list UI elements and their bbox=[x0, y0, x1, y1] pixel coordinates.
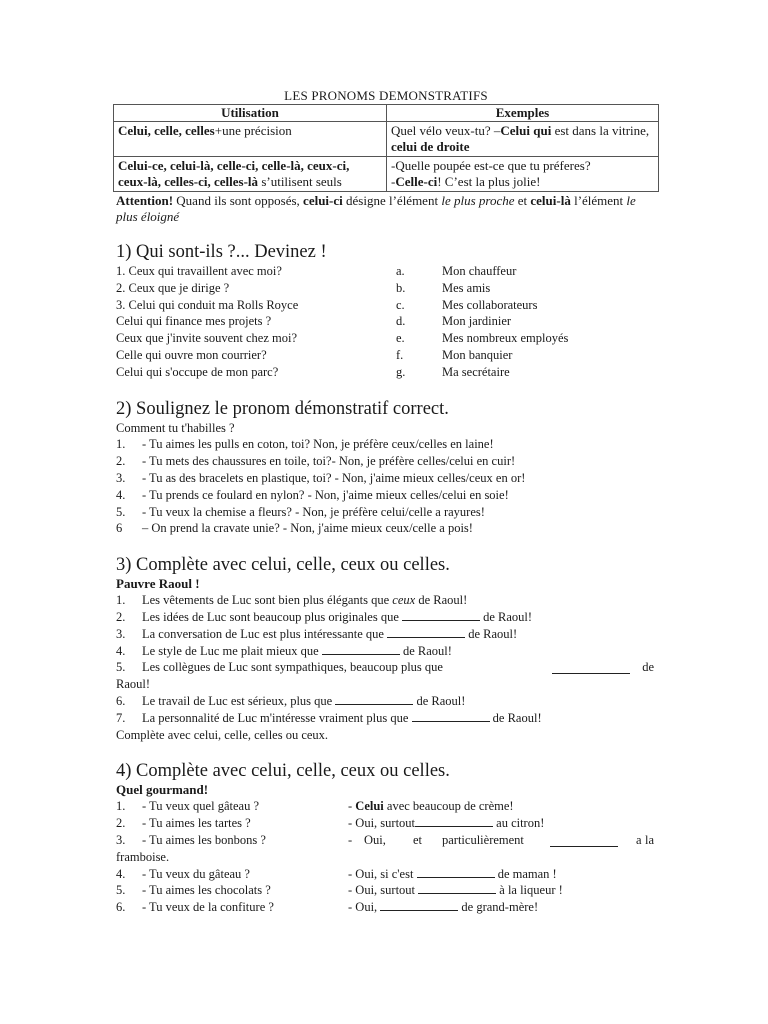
item-text: Les vêtements de Luc sont bien plus élégants que bbox=[142, 593, 393, 608]
worksheet-page bbox=[116, 0, 656, 916]
list-item bbox=[116, 626, 656, 643]
list-item bbox=[116, 609, 656, 626]
item-number: 3. bbox=[116, 470, 126, 485]
section1-heading: 1) Qui sont-ils ?... Devinez ! bbox=[116, 242, 327, 262]
section4-heading: 4) Complète avec celui, celle, ceux ou celles. bbox=[116, 761, 450, 782]
answer-text: de grand-mère! bbox=[458, 900, 539, 915]
answer-text: - Oui, surtout bbox=[348, 883, 419, 898]
item-number: 6. bbox=[116, 693, 126, 708]
question: - Tu aimes les chocolats ? bbox=[142, 883, 271, 898]
item-text: La personnalité de Luc m'intéresse vraiment plus que bbox=[142, 710, 412, 725]
letter: e. bbox=[396, 331, 405, 346]
item-text: de Raoul! bbox=[465, 626, 518, 641]
table-row bbox=[114, 157, 659, 192]
item-number: 1. bbox=[116, 593, 126, 608]
note-text: l’élément bbox=[570, 193, 627, 208]
answer-bold: Celui bbox=[355, 799, 384, 814]
answer bbox=[348, 798, 514, 815]
item-number: 2. bbox=[116, 609, 126, 624]
answer-text: la bbox=[644, 832, 654, 847]
example-line bbox=[391, 174, 654, 190]
example-text: Quel vélo veux-tu? – bbox=[391, 123, 501, 138]
item-number: 6 bbox=[116, 521, 123, 536]
list-item bbox=[116, 504, 656, 521]
letter: g. bbox=[396, 364, 406, 379]
table-header-utilisation: Utilisation bbox=[114, 105, 387, 122]
section2-intro: Comment tu t'habilles ? bbox=[116, 420, 235, 435]
example-bold: Celui qui bbox=[500, 123, 552, 138]
question: - Tu veux quel gâteau ? bbox=[142, 799, 259, 814]
question: 1. Ceux qui travaillent avec moi? bbox=[116, 264, 282, 278]
fill-blank[interactable] bbox=[380, 899, 458, 911]
item-text: de Raoul! bbox=[399, 643, 452, 658]
answer: Mon jardinier bbox=[442, 314, 512, 329]
section3-subtitle: Pauvre Raoul ! bbox=[116, 576, 200, 592]
fill-blank[interactable] bbox=[552, 662, 630, 674]
note-bold: celui-ci bbox=[303, 193, 343, 208]
item-number: 2. bbox=[116, 816, 126, 831]
letter: c. bbox=[396, 297, 405, 312]
list-item bbox=[116, 263, 656, 280]
answer: Mon banquier bbox=[442, 347, 513, 362]
section3-heading: 3) Complète avec celui, celle, ceux ou celles. bbox=[116, 555, 450, 576]
note-text: Quand ils sont opposés, bbox=[173, 193, 304, 208]
list-item-continued: Raoul! bbox=[116, 677, 151, 692]
answer-text: Oui, bbox=[364, 832, 386, 847]
note-text: et bbox=[514, 193, 531, 208]
table-cell-example bbox=[387, 157, 659, 192]
list-item bbox=[116, 487, 656, 504]
letter: b. bbox=[396, 280, 406, 295]
list-item bbox=[116, 280, 656, 297]
answer-text: de maman ! bbox=[494, 866, 557, 881]
answer-text: au citron! bbox=[493, 816, 545, 831]
answer-text: avec beaucoup de crème! bbox=[383, 799, 514, 814]
list-item-continued: framboise. bbox=[116, 849, 170, 864]
list-item bbox=[116, 470, 656, 487]
item-text: - Tu veux la chemise a fleurs? - Non, je préfère celui/celle a rayures! bbox=[142, 504, 485, 519]
letter: a. bbox=[396, 264, 405, 278]
item-text: La conversation de Luc est plus intéressante que bbox=[142, 626, 388, 641]
list-item bbox=[116, 866, 656, 883]
question: Celui qui finance mes projets ? bbox=[116, 314, 272, 329]
question: Celui qui s'occupe de mon parc? bbox=[116, 364, 279, 379]
letter: d. bbox=[396, 314, 406, 329]
answer-text: à la liqueur ! bbox=[496, 883, 563, 898]
question: Celle qui ouvre mon courrier? bbox=[116, 347, 267, 362]
answer-text: particulièrement bbox=[442, 832, 524, 847]
item-number: 5. bbox=[116, 504, 126, 519]
item-text: de Raoul! bbox=[413, 693, 466, 708]
item-text: de Raoul! bbox=[489, 710, 542, 725]
fill-blank[interactable] bbox=[322, 643, 400, 655]
item-text: de Raoul! bbox=[415, 593, 468, 608]
usage-table bbox=[113, 104, 659, 192]
list-item bbox=[116, 330, 656, 347]
item-number: 4. bbox=[116, 643, 126, 658]
fill-blank[interactable] bbox=[412, 710, 490, 722]
item-text: Le travail de Luc est sérieux, plus que bbox=[142, 693, 336, 708]
list-item bbox=[116, 798, 656, 815]
example-bold: celui de droite bbox=[391, 139, 470, 154]
example-text: ! C’est la plus jolie! bbox=[437, 174, 541, 189]
answer: Mes amis bbox=[442, 280, 491, 295]
list-item bbox=[116, 313, 656, 330]
item-text: - Tu prends ce foulard en nylon? - Non, j'aime mieux celles/celui en soie! bbox=[142, 487, 509, 502]
note-text: désigne l’élément bbox=[342, 193, 442, 208]
item-text: de Raoul! bbox=[480, 609, 533, 624]
list-item bbox=[116, 899, 656, 916]
answer-text: - Oui, bbox=[348, 900, 381, 915]
answer-text: - Oui, si c'est bbox=[348, 866, 417, 881]
item-number: 1. bbox=[116, 799, 126, 814]
question: 3. Celui qui conduit ma Rolls Royce bbox=[116, 297, 299, 312]
usage-text: +une précision bbox=[214, 123, 292, 138]
list-item bbox=[116, 436, 656, 453]
item-text: de bbox=[642, 660, 654, 675]
item-text: - Tu mets des chaussures en toile, toi?- Non, je préfère celles/celui en cuir! bbox=[142, 454, 516, 469]
letter: f. bbox=[396, 347, 404, 362]
item-text: - Tu aimes les pulls en coton, toi? Non, je préfère ceux/celles en laine! bbox=[142, 437, 494, 452]
list-item bbox=[116, 882, 656, 899]
item-number: 7. bbox=[116, 710, 126, 725]
item-text: Le style de Luc me plait mieux que bbox=[142, 643, 322, 658]
fill-blank[interactable] bbox=[335, 693, 413, 705]
question: - Tu aimes les tartes ? bbox=[142, 816, 251, 831]
section1-matching bbox=[116, 263, 656, 381]
answer bbox=[348, 882, 563, 899]
example-bold: Celle-ci bbox=[395, 174, 438, 189]
table-cell-usage bbox=[114, 157, 387, 192]
pronoun-list: Celui-ce, celui-là, celle-ci, celle-là, ceux-ci, ceux-là, celles-ci, celles-là bbox=[118, 158, 350, 189]
item-number: 2. bbox=[116, 454, 126, 469]
answer: Mes collaborateurs bbox=[442, 297, 538, 312]
answer bbox=[348, 815, 544, 832]
item-text: Les idées de Luc sont beaucoup plus originales que bbox=[142, 609, 402, 624]
question: - Tu veux du gâteau ? bbox=[142, 866, 250, 881]
fill-blank[interactable] bbox=[402, 609, 480, 621]
item-number: 4. bbox=[116, 487, 126, 502]
page-title: LES PRONOMS DEMONSTRATIFS bbox=[284, 88, 488, 103]
item-number: 3. bbox=[116, 626, 126, 641]
fill-blank[interactable] bbox=[418, 882, 496, 894]
attention-label: Attention! bbox=[116, 193, 174, 208]
item-number: 5. bbox=[116, 660, 126, 675]
item-italic: ceux bbox=[392, 593, 416, 608]
table-cell-example bbox=[387, 122, 659, 157]
question: - Tu veux de la confiture ? bbox=[142, 900, 274, 915]
note-italic: le plus éloigné bbox=[116, 193, 636, 224]
answer-text: - bbox=[348, 832, 353, 847]
list-item bbox=[116, 453, 656, 470]
list-item bbox=[116, 592, 656, 609]
section4-subtitle: Quel gourmand! bbox=[116, 782, 209, 798]
section2-heading: 2) Soulignez le pronom démonstratif correct. bbox=[116, 398, 449, 419]
list-item bbox=[116, 832, 656, 849]
table-header-row bbox=[114, 105, 659, 122]
list-item bbox=[116, 815, 656, 832]
answer-text: - Oui, surtout bbox=[348, 816, 416, 831]
item-number: 1. bbox=[116, 437, 126, 452]
answer: Ma secrétaire bbox=[442, 364, 510, 379]
question: 2. Ceux que je dirige ? bbox=[116, 280, 230, 295]
example-line: -Quelle poupée est-ce que tu préferes? bbox=[391, 158, 591, 173]
list-item bbox=[116, 347, 656, 364]
item-number: 6. bbox=[116, 900, 126, 915]
answer: Mes nombreux employés bbox=[442, 331, 569, 346]
answer-text: - bbox=[348, 799, 356, 814]
example-text: est dans la vitrine, bbox=[551, 123, 650, 138]
fill-blank[interactable] bbox=[415, 815, 493, 827]
item-number: 3. bbox=[116, 832, 126, 847]
fill-blank[interactable] bbox=[417, 866, 495, 878]
item-number: 4. bbox=[116, 866, 126, 881]
fill-blank[interactable] bbox=[387, 626, 465, 638]
item-text: – On prend la cravate unie? - Non, j'aime mieux ceux/celle a pois! bbox=[142, 521, 473, 536]
usage-text: s’utilisent seuls bbox=[258, 174, 342, 189]
list-item bbox=[116, 710, 656, 727]
answer-text: et bbox=[413, 832, 423, 847]
list-item bbox=[116, 643, 656, 660]
pronoun-list: Celui, celle, celles bbox=[118, 123, 215, 138]
item-text: Les collègues de Luc sont sympathiques, beaucoup plus que bbox=[142, 660, 443, 675]
list-item bbox=[116, 297, 656, 314]
list-item bbox=[116, 693, 656, 710]
table-header-exemples: Exemples bbox=[387, 105, 659, 122]
note-bold: celui-là bbox=[530, 193, 571, 208]
table-cell-usage bbox=[114, 122, 387, 157]
question: - Tu aimes les bonbons ? bbox=[142, 832, 266, 847]
answer bbox=[348, 866, 557, 883]
attention-note bbox=[116, 193, 656, 225]
answer: Mon chauffeur bbox=[442, 264, 517, 278]
answer-text: a bbox=[636, 832, 642, 847]
dash: - bbox=[391, 174, 396, 189]
item-number: 5. bbox=[116, 883, 126, 898]
section3-outro: Complète avec celui, celle, celles ou ceux. bbox=[116, 727, 329, 742]
table-row bbox=[114, 122, 659, 157]
item-text: - Tu as des bracelets en plastique, toi? - Non, j'aime mieux celles/ceux en or! bbox=[142, 470, 526, 485]
list-item bbox=[116, 364, 656, 381]
note-italic: le plus proche bbox=[441, 193, 515, 208]
fill-blank[interactable] bbox=[550, 835, 618, 847]
list-item bbox=[116, 520, 656, 537]
list-item bbox=[116, 659, 656, 676]
answer bbox=[348, 899, 538, 916]
question: Ceux que j'invite souvent chez moi? bbox=[116, 331, 298, 346]
